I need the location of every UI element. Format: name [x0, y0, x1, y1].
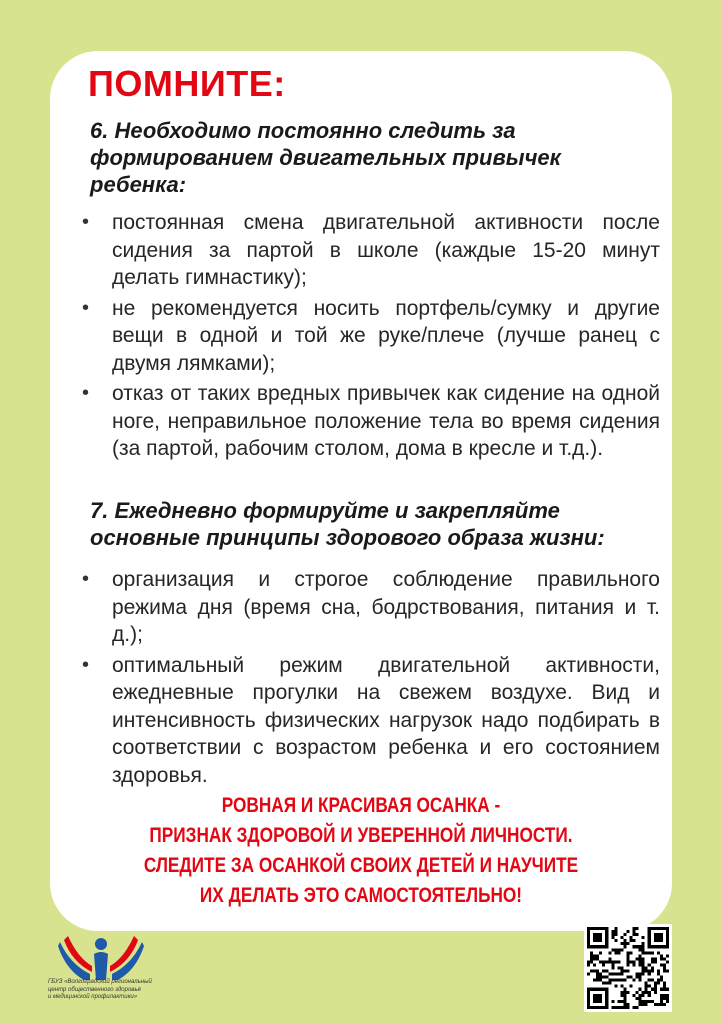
- list-item: • постоянная смена двигательной активности после сидения за партой в школе (каждые 15-20 минут делать гимнастику);: [82, 211, 660, 289]
- slogan-line: РОВНАЯ И КРАСИВАЯ ОСАНКА -: [221, 794, 501, 817]
- bullet-icon: •: [82, 653, 90, 676]
- regional-health-center-logo-icon: [56, 934, 146, 980]
- bullet-icon: •: [82, 211, 90, 233]
- list-item: • организация и строгое соблюдение правильного режима дня (время сна, бодрствования, питания и т. д.);: [82, 568, 660, 646]
- page-title: ПОМНИТЕ:: [88, 63, 286, 104]
- list-item: • оптимальный режим двигательной активности, ежедневные прогулки на свежем воздухе. Вид и интенсивность физических нагрузок надо подбирать в соответствии с возрастом ребенка и его состоянием здоровья.: [82, 653, 660, 787]
- slogan-line: ИХ ДЕЛАТЬ ЭТО САМОСТОЯТЕЛЬНО!: [199, 884, 523, 907]
- section-7-heading: 7. Ежедневно формируйте и закрепляйте основные принципы здорового образа жизни:: [90, 498, 605, 550]
- organization-name: ГБУЗ «Волгоградский региональный центр общественного здоровья и медицинской профилактики»: [48, 979, 152, 1000]
- bullet-icon: •: [82, 382, 90, 404]
- section-6-heading: 6. Необходимо постоянно следить за формированием двигательных привычек ребенка:: [90, 118, 561, 197]
- slogan-line: СЛЕДИТЕ ЗА ОСАНКОЙ СВОИХ ДЕТЕЙ И НАУЧИТЕ: [143, 854, 579, 877]
- bullet-icon: •: [82, 568, 90, 590]
- list-item: • не рекомендуется носить портфель/сумку и другие вещи в одной и той же руке/плече (лучше ранец с двумя лямками);: [82, 296, 660, 375]
- section-7-list: [78, 566, 660, 792]
- section-6-list: [78, 209, 660, 466]
- bullet-icon: •: [82, 296, 90, 319]
- list-item: • отказ от таких вредных привычек как сидение на одной ноге, неправильное положение тела во время сидения (за партой, рабочим столом, дома в кресле и т.д.).: [82, 382, 660, 460]
- qr-code-icon[interactable]: [584, 924, 672, 1012]
- slogan: [106, 791, 616, 911]
- slogan-line: ПРИЗНАК ЗДОРОВОЙ И УВЕРЕННОЙ ЛИЧНОСТИ.: [149, 824, 573, 847]
- poster-card: [50, 51, 672, 931]
